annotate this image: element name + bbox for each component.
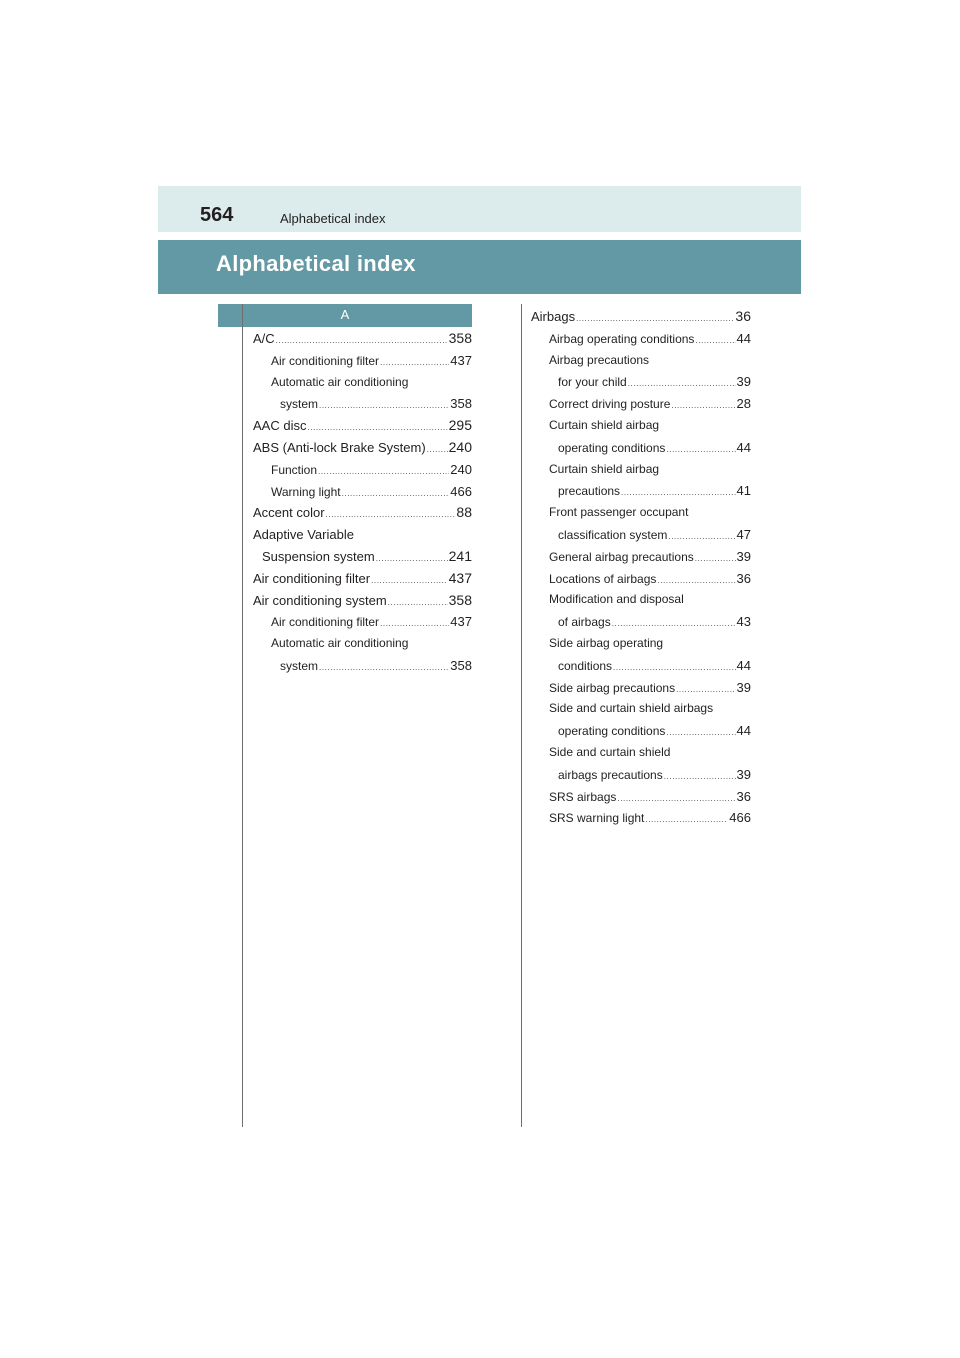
index-term: Airbag operating conditions xyxy=(549,331,695,346)
index-entry[interactable] xyxy=(253,437,472,459)
dot-leader xyxy=(664,766,736,788)
dot-leader xyxy=(612,613,736,635)
index-entry[interactable] xyxy=(531,655,751,677)
index-term: precautions xyxy=(558,484,621,499)
dot-leader xyxy=(628,373,736,395)
page-title: Alphabetical index xyxy=(216,251,416,276)
index-entry[interactable] xyxy=(253,633,472,655)
dot-leader xyxy=(388,592,448,614)
index-entry[interactable] xyxy=(531,742,751,764)
page-reference[interactable]: 295 xyxy=(448,417,472,434)
page-reference[interactable]: 47 xyxy=(736,526,751,542)
index-term: Air conditioning filter xyxy=(271,615,380,630)
index-term: airbags precautions xyxy=(558,767,663,782)
index-entry[interactable] xyxy=(531,480,751,502)
index-entry[interactable] xyxy=(253,372,472,394)
index-term: operating conditions xyxy=(558,440,666,455)
index-term: Side airbag operating xyxy=(549,635,664,650)
index-entry[interactable] xyxy=(253,328,472,350)
index-term: system xyxy=(280,658,319,673)
index-entry[interactable] xyxy=(531,786,751,808)
index-entry[interactable] xyxy=(253,590,472,612)
dot-leader xyxy=(376,548,448,570)
dot-leader xyxy=(668,526,735,548)
index-column-right xyxy=(531,306,751,829)
index-entry[interactable] xyxy=(531,524,751,546)
index-term: Curtain shield airbag xyxy=(549,417,660,432)
page-reference[interactable]: 466 xyxy=(450,483,472,499)
index-term: General airbag precautions xyxy=(549,549,694,564)
dot-leader xyxy=(671,395,735,417)
page-reference[interactable]: 44 xyxy=(736,330,751,346)
page-reference[interactable]: 437 xyxy=(450,614,472,630)
page-reference[interactable]: 36 xyxy=(735,308,751,324)
dot-leader xyxy=(318,461,449,483)
page-reference[interactable]: 88 xyxy=(456,504,472,521)
index-entry[interactable] xyxy=(531,764,751,786)
page-reference[interactable]: 36 xyxy=(736,570,751,586)
dot-leader xyxy=(617,788,735,810)
dot-leader xyxy=(695,548,736,570)
index-entry[interactable] xyxy=(253,502,472,524)
dot-leader xyxy=(371,570,448,592)
index-entry[interactable] xyxy=(253,611,472,633)
index-entry[interactable] xyxy=(531,415,751,437)
index-entry[interactable] xyxy=(531,677,751,699)
index-entry[interactable] xyxy=(531,350,751,372)
page-reference[interactable]: 437 xyxy=(450,352,472,368)
header-band xyxy=(158,186,801,232)
index-entry[interactable] xyxy=(253,481,472,503)
index-term: Modification and disposal xyxy=(549,592,684,607)
index-term: A/C xyxy=(253,331,275,346)
page-reference[interactable]: 358 xyxy=(450,657,472,673)
index-term: Adaptive Variable xyxy=(253,527,354,543)
index-entry[interactable] xyxy=(531,633,751,655)
index-entry[interactable] xyxy=(531,611,751,633)
index-term: Locations of airbags xyxy=(549,571,657,586)
page-reference[interactable]: 44 xyxy=(736,723,751,739)
index-term: operating conditions xyxy=(558,724,666,739)
dot-leader xyxy=(645,809,728,831)
index-term: Accent color xyxy=(253,505,325,521)
dot-leader xyxy=(695,330,735,352)
page-reference[interactable]: 466 xyxy=(729,810,751,826)
index-term: Air conditioning system xyxy=(253,592,387,608)
page-reference[interactable]: 358 xyxy=(448,330,472,346)
dot-leader xyxy=(613,657,735,679)
index-entry[interactable] xyxy=(531,698,751,720)
page-reference[interactable]: 41 xyxy=(736,483,751,499)
dot-leader xyxy=(666,722,735,744)
page-reference[interactable]: 39 xyxy=(736,548,751,564)
index-entry[interactable] xyxy=(531,546,751,568)
page-reference[interactable]: 358 xyxy=(448,591,472,608)
index-entry[interactable] xyxy=(531,720,751,742)
index-term: SRS warning light xyxy=(549,811,645,826)
index-term: Side and curtain shield xyxy=(549,744,671,759)
dot-leader xyxy=(621,482,735,504)
page-number: 564 xyxy=(200,204,234,226)
index-entry[interactable] xyxy=(253,568,472,590)
page-reference[interactable]: 437 xyxy=(448,569,472,586)
index-entry[interactable] xyxy=(253,350,472,372)
page-reference[interactable]: 28 xyxy=(736,396,751,412)
page-reference[interactable]: 39 xyxy=(736,374,751,390)
dot-leader xyxy=(427,439,448,461)
index-term: system xyxy=(280,397,319,412)
index-term: Suspension system xyxy=(262,548,375,564)
dot-leader xyxy=(666,439,735,461)
page-reference[interactable]: 36 xyxy=(736,788,751,804)
index-term: ABS (Anti-lock Brake System) xyxy=(253,439,426,455)
index-entry[interactable] xyxy=(531,437,751,459)
index-entry[interactable] xyxy=(531,328,751,350)
page-reference[interactable]: 44 xyxy=(736,657,751,673)
index-entry[interactable] xyxy=(253,655,472,677)
page-reference[interactable]: 44 xyxy=(736,439,751,455)
page-reference[interactable]: 39 xyxy=(736,766,751,782)
index-term: Airbag precautions xyxy=(549,352,650,367)
running-head: Alphabetical index xyxy=(280,211,386,226)
index-entry[interactable] xyxy=(531,393,751,415)
dot-leader xyxy=(380,352,449,374)
index-term: classification system xyxy=(558,527,668,542)
page-reference[interactable]: 240 xyxy=(450,461,472,477)
index-entry[interactable] xyxy=(531,459,751,481)
right-column-rule xyxy=(521,304,522,1127)
page-reference[interactable]: 43 xyxy=(736,614,751,630)
dot-leader xyxy=(657,570,735,592)
index-term: for your child xyxy=(558,375,627,390)
dot-leader xyxy=(326,504,456,526)
dot-leader xyxy=(307,417,447,439)
index-term: conditions xyxy=(558,658,613,673)
page-reference[interactable]: 358 xyxy=(450,396,472,412)
index-term: Warning light xyxy=(271,484,341,499)
index-term: Function xyxy=(271,462,318,477)
index-term: Air conditioning filter xyxy=(271,353,380,368)
dot-leader xyxy=(576,308,734,330)
index-term: Side and curtain shield airbags xyxy=(549,701,714,716)
dot-leader xyxy=(342,483,450,505)
index-entry[interactable] xyxy=(531,371,751,393)
page-reference[interactable]: 241 xyxy=(448,547,472,564)
index-term: of airbags xyxy=(558,615,611,630)
index-entry[interactable] xyxy=(531,807,751,829)
section-letter: A xyxy=(340,307,350,322)
index-entry[interactable] xyxy=(253,415,472,437)
index-column-left xyxy=(253,328,472,677)
index-entry[interactable] xyxy=(253,524,472,546)
index-term: Curtain shield airbag xyxy=(549,461,660,476)
index-term: SRS airbags xyxy=(549,789,617,804)
index-entry[interactable] xyxy=(253,393,472,415)
index-term: Air conditioning filter xyxy=(253,570,371,586)
index-term: Automatic air conditioning xyxy=(271,374,409,389)
index-term: Front passenger occupant xyxy=(549,505,689,520)
index-entry[interactable] xyxy=(531,589,751,611)
index-entry[interactable] xyxy=(531,502,751,524)
left-column-rule xyxy=(242,304,243,1127)
index-entry[interactable] xyxy=(531,306,751,328)
dot-leader xyxy=(380,613,449,635)
dot-leader xyxy=(676,679,735,701)
index-term: Automatic air conditioning xyxy=(271,636,409,651)
index-entry[interactable] xyxy=(531,568,751,590)
index-term: Airbags xyxy=(531,309,576,324)
index-entry[interactable] xyxy=(253,459,472,481)
page-reference[interactable]: 39 xyxy=(736,679,751,695)
dot-leader xyxy=(276,330,448,352)
dot-leader xyxy=(319,657,449,679)
dot-leader xyxy=(319,395,449,417)
index-term: AAC disc xyxy=(253,418,307,434)
index-term: Correct driving posture xyxy=(549,397,671,412)
page-reference[interactable]: 240 xyxy=(448,438,472,455)
index-entry[interactable] xyxy=(253,546,472,568)
index-term: Side airbag precautions xyxy=(549,680,676,695)
